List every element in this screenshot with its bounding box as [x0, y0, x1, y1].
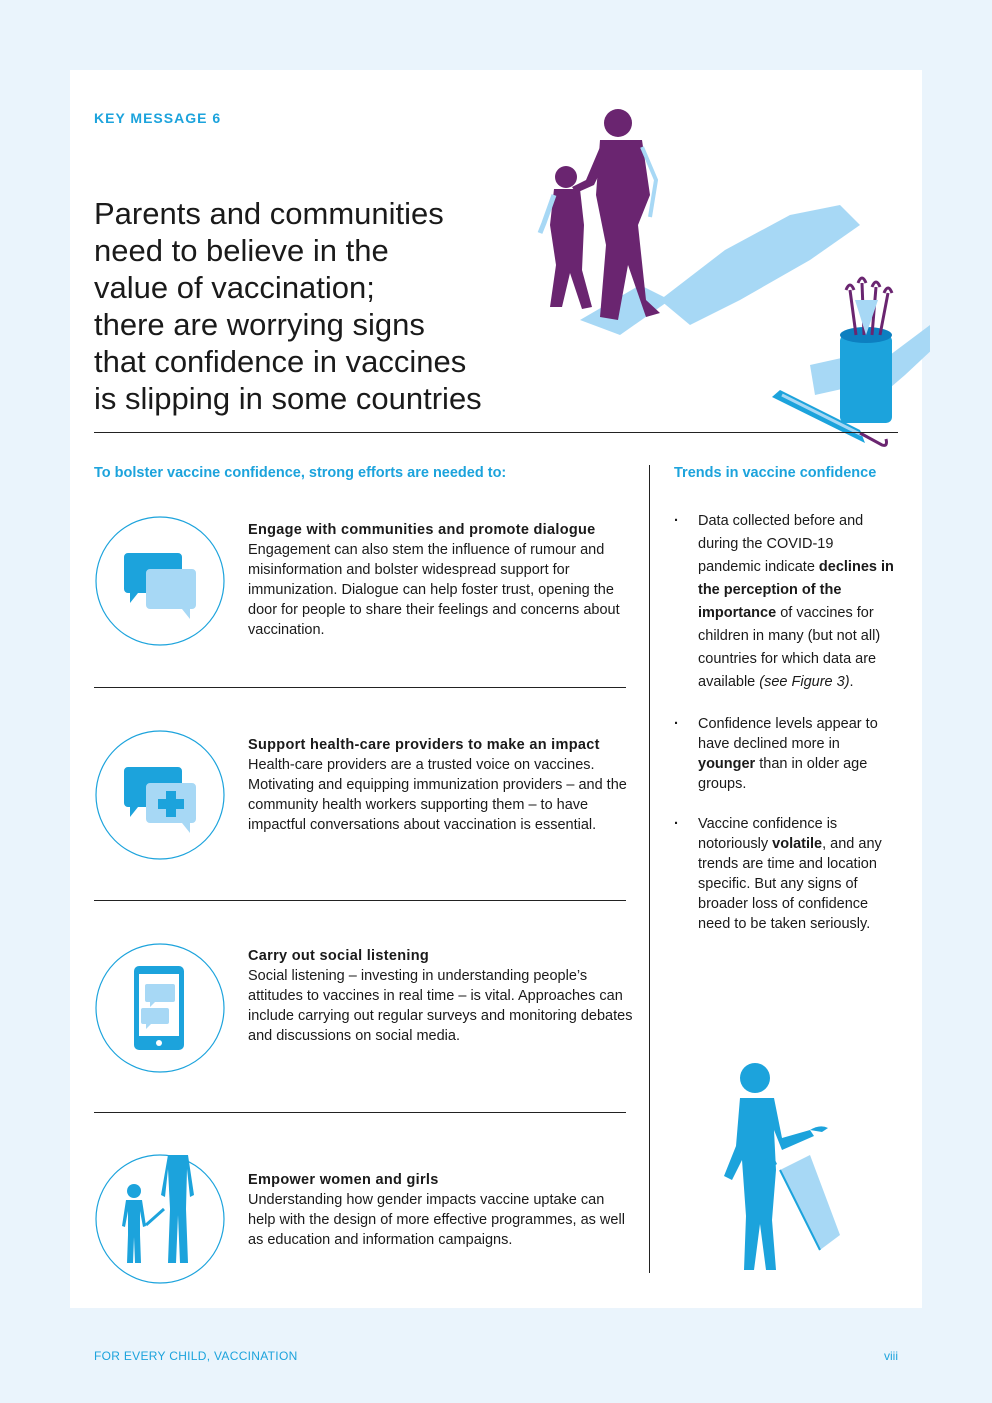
action-title: Empower women and girls	[248, 1172, 439, 1188]
action-title: Support health-care providers to make an impact	[248, 737, 600, 753]
speech-bubbles-icon	[94, 515, 226, 647]
woman-and-girl-icon	[94, 1153, 226, 1285]
title-line: need to believe in the	[94, 233, 389, 268]
trend-bullet: · Data collected before and during the COVID-19 pandemic indicate declines in the perception of the importance of vaccines for children in many (but not all) countries for which data are available (see Figure 3).	[674, 510, 899, 694]
divider	[94, 1112, 626, 1113]
trends-heading: Trends in vaccine confidence	[674, 465, 877, 481]
action-body: Social listening – investing in understanding people’s attitudes to vaccines in real time – is vital. Approaches can include carrying out regular surveys and monitoring debates and discussions on social media.	[248, 968, 633, 1044]
key-message-label: KEY MESSAGE 6	[94, 110, 222, 126]
divider	[94, 687, 626, 688]
trend-bullet: · Confidence levels appear to have declined more in younger than in older age groups.	[674, 714, 899, 794]
title-line: value of vaccination;	[94, 270, 375, 305]
action-item-health-care	[94, 729, 626, 869]
trends-list	[674, 510, 899, 934]
parent-child-umbrella-illustration	[510, 85, 930, 455]
page-title	[94, 195, 534, 417]
action-item-dialogue	[94, 515, 626, 655]
action-title: Engage with communities and promote dialogue	[248, 522, 596, 538]
page-number: viii	[884, 1349, 898, 1363]
column-divider	[649, 465, 650, 1273]
divider	[94, 432, 898, 433]
action-body: Engagement can also stem the influence of rumour and misinformation and bolster widespread support for immunization. Dialogue can help foster trust, opening the door for people to share their feelings and concerns about vaccination.	[248, 542, 620, 638]
action-body: Health-care providers are a trusted voice on vaccines. Motivating and equipping immunization providers – and the community health workers supporting them – to have impactful conversations about vaccination is essential.	[248, 757, 627, 833]
actions-heading: To bolster vaccine confidence, strong efforts are needed to:	[94, 465, 507, 481]
footer-publication-title: FOR EVERY CHILD, VACCINATION	[94, 1349, 298, 1363]
title-line: that confidence in vaccines	[94, 344, 467, 379]
title-line: is slipping in some countries	[94, 381, 482, 416]
title-line: there are worrying signs	[94, 307, 425, 342]
phone-chat-icon	[94, 942, 226, 1074]
action-body: Understanding how gender impacts vaccine uptake can help with the design of more effective programmes, as well as education and information campaigns.	[248, 1192, 625, 1248]
child-with-umbrella-illustration	[720, 1060, 900, 1285]
content-card	[70, 70, 922, 1308]
medical-chat-icon	[94, 729, 226, 861]
action-item-social-listening	[94, 942, 633, 1082]
divider	[94, 900, 626, 901]
action-item-women-girls	[94, 1135, 626, 1285]
action-title: Carry out social listening	[248, 948, 430, 964]
title-line: Parents and communities	[94, 196, 444, 231]
trend-bullet: · Vaccine confidence is notoriously volatile, and any trends are time and location specific. But any signs of broader loss of confidence need to be taken seriously.	[674, 814, 899, 934]
